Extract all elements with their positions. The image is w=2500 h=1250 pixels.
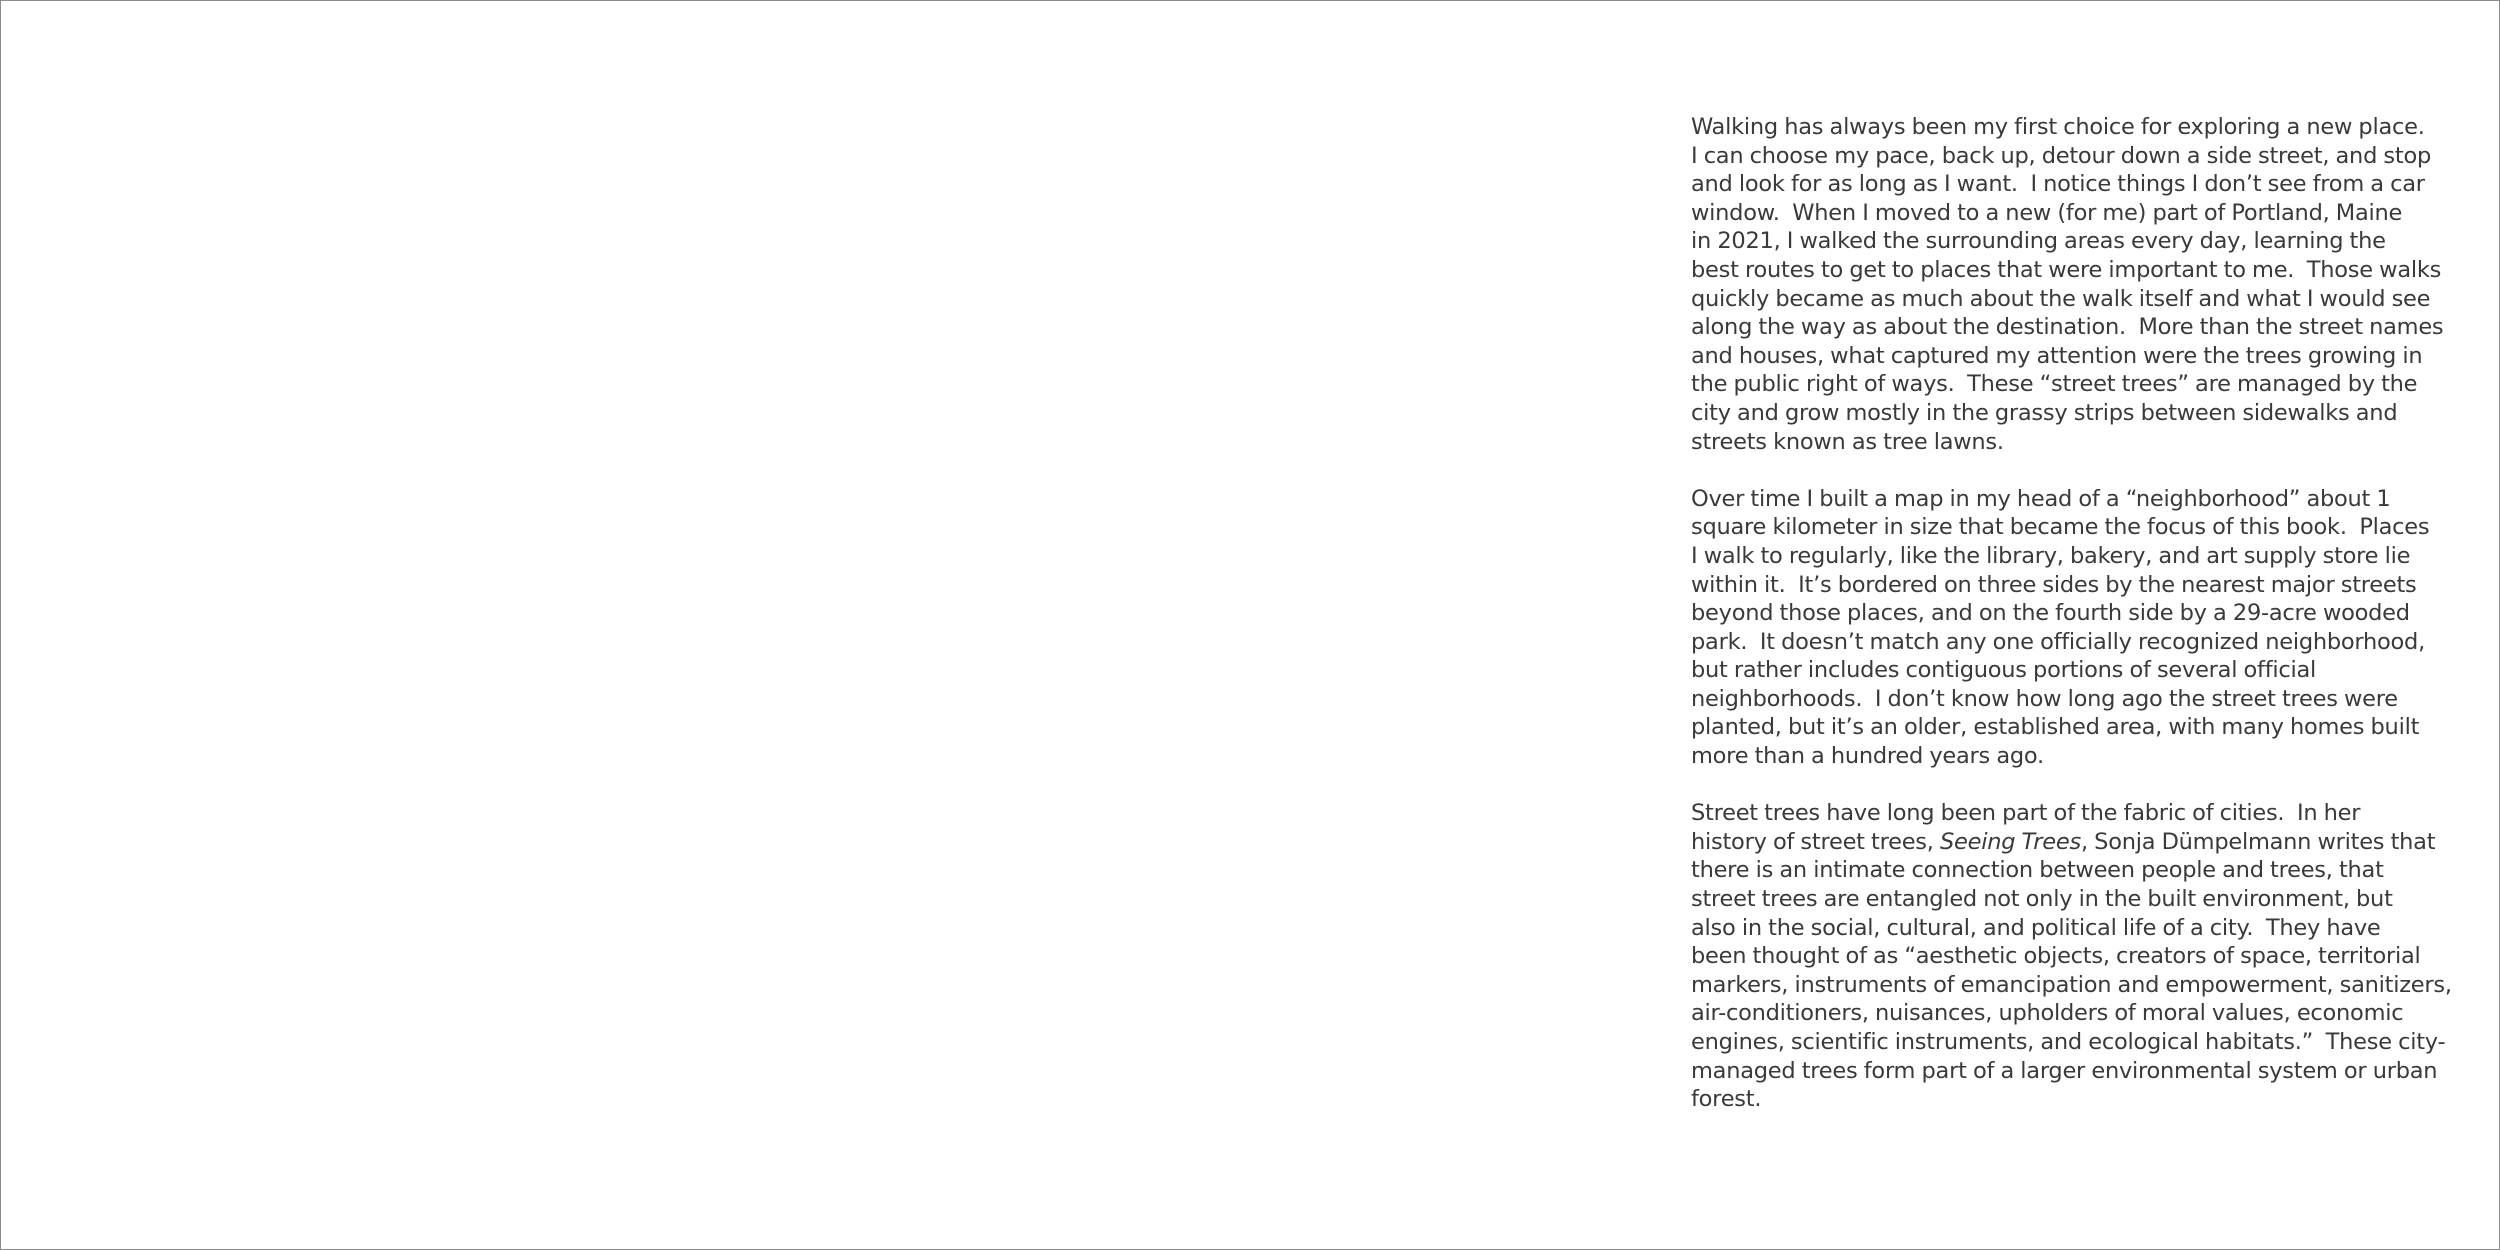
text-line: air-conditioners, nuisances, upholders of moral values, economic	[1691, 1000, 2404, 1027]
text-line: along the way as about the destination. More than the street names	[1691, 314, 2444, 341]
text-line: and look for as long as I want. I notice things I don’t see from a car	[1691, 171, 2425, 198]
text-line: street trees are entangled not only in the built environment, but	[1691, 886, 2393, 913]
text-line: park. It doesn’t match any one officially recognized neighborhood,	[1691, 628, 2425, 655]
text-line: best routes to get to places that were important to me. Those walks	[1691, 256, 2442, 283]
text-line: city and grow mostly in the grassy strips between sidewalks and	[1691, 399, 2398, 426]
text-line: but rather includes contiguous portions of several official	[1691, 657, 2317, 684]
paragraph-street-trees	[1691, 799, 2452, 1114]
text-line: I can choose my pace, back up, detour down a side street, and stop	[1691, 142, 2431, 169]
text-line: quickly became as much about the walk itself and what I would see	[1691, 285, 2431, 312]
text-line: the public right of ways. These “street trees” are managed by the	[1691, 371, 2418, 398]
text-line: streets known as tree lawns.	[1691, 428, 2004, 455]
text-line: Street trees have long been part of the fabric of cities. In her	[1691, 800, 2361, 827]
text-line: square kilometer in size that became the focus of this book. Places	[1691, 514, 2430, 541]
text-line: I walk to regularly, like the library, bakery, and art supply store lie	[1691, 542, 2411, 569]
text-line: planted, but it’s an older, established area, with many homes built	[1691, 714, 2420, 741]
text-line: been thought of as “aesthetic objects, creators of space, territorial	[1691, 943, 2421, 970]
text-line: Over time I built a map in my head of a “neighborhood” about 1	[1691, 485, 2391, 512]
text-line: also in the social, cultural, and political life of a city. They have	[1691, 914, 2381, 941]
text-line: within it. It’s bordered on three sides by the nearest major streets	[1691, 571, 2417, 598]
text-line: markers, instruments of emancipation and empowerment, sanitizers,	[1691, 971, 2452, 998]
text-line: Walking has always been my first choice for exploring a new place.	[1691, 114, 2425, 140]
text-line: more than a hundred years ago.	[1691, 743, 2044, 770]
text-line: and houses, what captured my attention were the trees growing in	[1691, 342, 2423, 369]
paragraph-neighborhood	[1691, 485, 2430, 771]
book-title: Seeing Trees	[1939, 828, 2081, 855]
right-page	[1250, 1, 2499, 1249]
text-line: beyond those places, and on the fourth side by a 29-acre wooded	[1691, 600, 2410, 627]
book-line-prefix: history of street trees,	[1691, 828, 1940, 855]
book-line-suffix: , Sonja Dümpelmann writes that	[2080, 828, 2436, 855]
text-line: engines, scientific instruments, and ecological habitats.” These city-	[1691, 1029, 2446, 1055]
text-line: forest.	[1691, 1086, 1762, 1113]
paragraph-walking	[1691, 113, 2444, 456]
text-line: managed trees form part of a larger environmental system or urban	[1691, 1057, 2438, 1084]
text-line-with-book-title	[1691, 828, 2436, 857]
text-line: there is an intimate connection between people and trees, that	[1691, 857, 2384, 884]
left-page-blank	[1, 1, 1250, 1249]
body-text	[1691, 113, 2452, 1114]
text-line: window. When I moved to a new (for me) part of Portland, Maine	[1691, 199, 2403, 226]
text-line: neighborhoods. I don’t know how long ago the street trees were	[1691, 685, 2398, 712]
text-line: in 2021, I walked the surrounding areas every day, learning the	[1691, 228, 2386, 255]
